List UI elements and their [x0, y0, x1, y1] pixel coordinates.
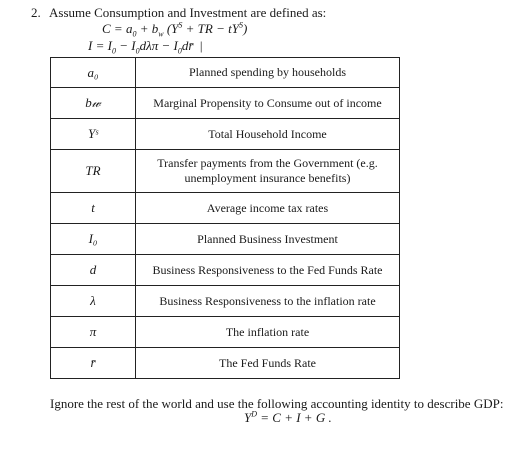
table-row	[51, 255, 400, 286]
description-cell: Business Responsiveness to the Fed Funds Rate	[136, 255, 400, 286]
eq-c-sub: 0	[132, 29, 137, 39]
symbol-cell: b𝓌	[51, 88, 136, 119]
symbol-cell: d	[51, 255, 136, 286]
table-row	[51, 119, 400, 150]
text-cursor: |	[199, 38, 203, 53]
gdp-lhs: Y	[244, 410, 252, 425]
eq-c-sup: S	[178, 20, 183, 30]
description-cell: The Fed Funds Rate	[136, 348, 400, 379]
symbol-cell: λ	[51, 286, 136, 317]
question-intro	[31, 5, 326, 20]
eq-c-part: + b	[136, 21, 159, 36]
symbol-cell: t	[51, 193, 136, 224]
symbol-cell: r̄	[51, 348, 136, 379]
eq-i-sub: 0	[177, 46, 182, 56]
description-cell: Average income tax rates	[136, 193, 400, 224]
gdp-identity	[244, 410, 332, 425]
description-cell: Total Household Income	[136, 119, 400, 150]
gdp-rhs: = C + I + G .	[257, 410, 332, 425]
eq-c-sup: S	[238, 20, 243, 30]
symbol-cell: Yˢ	[51, 119, 136, 150]
table-row	[51, 193, 400, 224]
eq-c-part: + TR − tY	[182, 21, 239, 36]
table-row	[51, 317, 400, 348]
description-cell: Transfer payments from the Government (e.g. unemployment insurance benefits)	[136, 150, 400, 193]
table-row	[51, 224, 400, 255]
eq-c-sub: w	[158, 29, 164, 39]
description-cell: The inflation rate	[136, 317, 400, 348]
variable-table	[50, 57, 400, 379]
question-text: Assume Consumption and Investment are defined as:	[49, 5, 327, 20]
eq-i-part: dr̄	[181, 38, 194, 53]
eq-i-part: = I	[92, 38, 112, 53]
eq-c-lhs: C	[102, 21, 111, 36]
consumption-equation	[102, 20, 248, 39]
eq-c-part: (Y	[163, 21, 179, 36]
eq-i-sub: 0	[135, 46, 140, 56]
investment-equation	[88, 38, 203, 56]
symbol-cell: a₀	[51, 58, 136, 88]
description-cell: Planned spending by households	[136, 58, 400, 88]
eq-i-part: − I	[115, 38, 136, 53]
eq-i-part: dλπ − I	[139, 38, 178, 53]
description-cell: Marginal Propensity to Consume out of income	[136, 88, 400, 119]
table-row	[51, 348, 400, 379]
table-row	[51, 58, 400, 88]
eq-i-sub: 0	[111, 46, 116, 56]
description-cell: Business Responsiveness to the inflation rate	[136, 286, 400, 317]
question-number: 2.	[31, 5, 41, 20]
eq-c-part: = a	[110, 21, 133, 36]
symbol-cell: I₀	[51, 224, 136, 255]
table-row	[51, 150, 400, 193]
symbol-cell: TR	[51, 150, 136, 193]
description-cell: Planned Business Investment	[136, 224, 400, 255]
eq-i-lhs: I	[88, 38, 93, 53]
table-row	[51, 286, 400, 317]
table-row	[51, 88, 400, 119]
gdp-sup: D	[251, 409, 258, 419]
symbol-cell: π	[51, 317, 136, 348]
footer-instruction: Ignore the rest of the world and use the following accounting identity to describe GDP:	[50, 396, 504, 411]
eq-c-part: )	[242, 21, 248, 36]
